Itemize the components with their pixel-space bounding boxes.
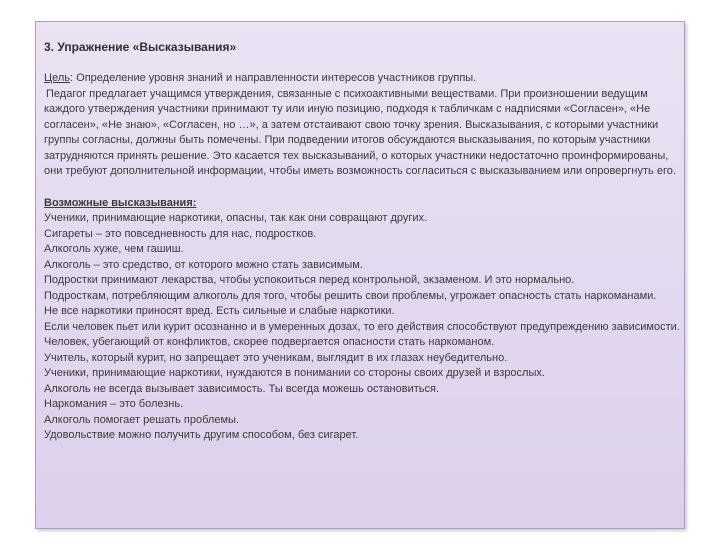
statement-item: Подросткам, потребляющим алкоголь для того, чтобы решить свои проблемы, угрожает опасность стать наркоманами. [44, 289, 657, 302]
statement-item: Человек, убегающий от конфликтов, скорее подвергается опасности стать наркоманом. [44, 336, 495, 348]
statement-item: Учитель, который курит, но запрещает это ученикам, выглядит в их глазах неубедительно. [44, 351, 508, 364]
statement-item: Ученики, принимающие наркотики, нуждаются в понимании со стороны своих друзей и взрослых. [44, 367, 545, 379]
goal-text: : Определение уровня знаний и направленности интересов участников группы. [70, 72, 477, 84]
statement-item: Ученики, принимающие наркотики, опасны, так как они совращают других. [44, 212, 428, 224]
exercise-title: 3. Упражнение «Высказывания» [44, 40, 237, 54]
statement-item: Сигареты – это повседневность для нас, подростков. [44, 227, 317, 240]
slide [35, 21, 685, 529]
goal-label: Цель [44, 72, 71, 84]
goal-line [44, 71, 684, 87]
statement-item: Наркомания – это болезнь. [44, 398, 184, 410]
statement-item: Удовольствие можно получить другим способом, без сигарет. [44, 429, 359, 441]
statement-item: Алкоголь помогает решать проблемы. [44, 413, 239, 426]
statement-item: Если человек пьет или курит осознанно и в умеренных дозах, то его действия способствуют предупреждению зависимости. [44, 320, 680, 333]
statement-item: Алкоголь хуже, чем гашиш. [44, 243, 184, 255]
statement-item: Подростки принимают лекарства, чтобы успокоиться перед контрольной, экзаменом. И это нормально. [44, 274, 575, 286]
statements-heading: Возможные высказывания: [44, 196, 197, 209]
statement-item: Алкоголь – это средство, от которого можно стать зависимым. [44, 258, 363, 271]
slide-content [44, 39, 684, 444]
statement-item: Алкоголь не всегда вызывает зависимость. Ты всегда можешь остановиться. [44, 382, 440, 395]
statement-item: Не все наркотики приносят вред. Есть сильные и слабые наркотики. [44, 305, 395, 317]
statements-list [44, 211, 684, 444]
instructions-paragraph: Педагог предлагает учащимся утверждения, связанные с психоактивными веществами. При произношении ведущим каждого утверждения участники принимают ту или иную позицию, подходя к табличкам с надписями «Согласен», «Не согласен», «Не знаю», «Согласен, но …», а затем отстаивают свою точку зрения. Высказывания, с которыми участники группы согласны, должны быть помечены. При подведении итогов обсуждаются высказывания, по которым участники затрудняются принять решение. Это касается тех высказываний, о которых участники недостаточно проинформированы, они требуют дополнительной информации, чтобы иметь возможность согласиться с высказыванием или опровергнуть его. [44, 87, 676, 177]
